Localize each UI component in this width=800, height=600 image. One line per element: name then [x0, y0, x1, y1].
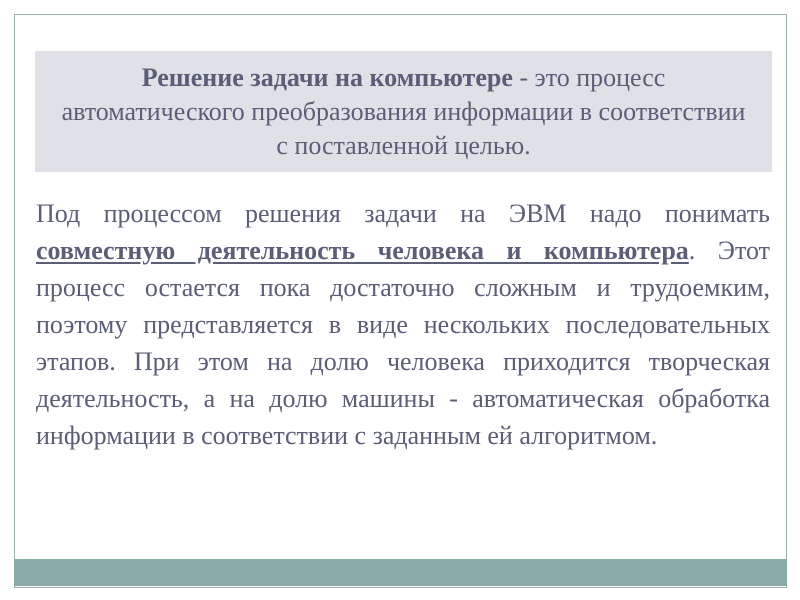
definition-text: - это процесс автоматического преобразования информации в соответствии с поставленной целью. — [61, 63, 746, 160]
definition-term: Решение задачи на компьютере — [141, 63, 513, 92]
body-paragraph — [36, 195, 770, 454]
body-emphasis: совместную деятельность человека и компьютера — [36, 236, 689, 265]
body-text-end: . Этот процесс остается пока достаточно сложным и трудоемким, поэтому представляется в виде нескольких последовательных этапов. При этом на долю человека приходится творческая деятельность, а на долю машины - автоматическая обработка информации в соответствии с заданным ей алгоритмом. — [36, 236, 770, 450]
bottom-accent-band — [14, 559, 787, 586]
definition-box — [35, 51, 772, 172]
body-text-start: Под процессом решения задачи на ЭВМ надо понимать — [36, 199, 770, 228]
